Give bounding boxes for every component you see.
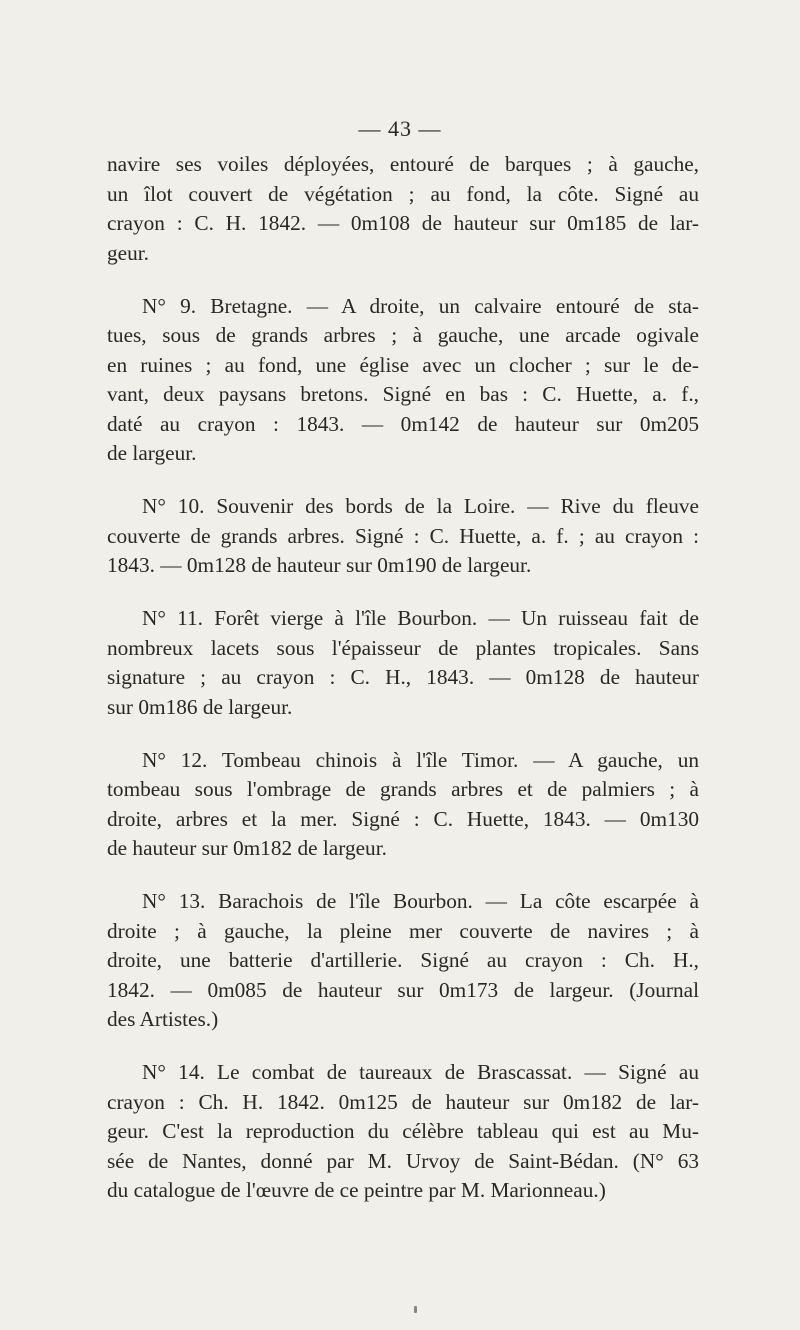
text-line: de largeur. <box>107 441 197 465</box>
text-line: 1843. — 0m128 de hauteur sur 0m190 de largeur. <box>107 553 532 577</box>
catalogue-entry <box>107 887 699 1035</box>
catalogue-text <box>107 150 699 1229</box>
text-line: N° 14. Le combat de taureaux de Brascassat. — Signé au <box>142 1060 699 1084</box>
page-number: — 43 — <box>358 116 442 141</box>
text-line: daté au crayon : 1843. — 0m142 de hauteur sur 0m205 <box>107 411 699 436</box>
text-line: de hauteur sur 0m182 de largeur. <box>107 836 387 860</box>
catalogue-entry <box>107 746 699 864</box>
text-line: droite ; à gauche, la pleine mer couverte de navires ; à <box>107 918 699 943</box>
text-line: geur. C'est la reproduction du célèbre tableau qui est au Mu- <box>107 1119 699 1143</box>
text-line: N° 11. Forêt vierge à l'île Bourbon. — Un ruisseau fait de <box>142 606 699 630</box>
text-line: geur. <box>107 240 149 265</box>
text-line: nombreux lacets sous l'épaisseur de plantes tropicales. Sans <box>107 635 699 660</box>
text-line: tues, sous de grands arbres ; à gauche, une arcade ogivale <box>107 323 699 347</box>
text-line: N° 9. Bretagne. — A droite, un calvaire entouré de sta- <box>142 293 699 318</box>
catalogue-entry <box>107 292 699 469</box>
ink-speck <box>414 1306 417 1313</box>
text-line: crayon : Ch. H. 1842. 0m125 de hauteur sur 0m182 de lar- <box>107 1089 699 1114</box>
catalogue-entry <box>107 150 699 268</box>
text-line: sée de Nantes, donné par M. Urvoy de Saint-Bédan. (N° 63 <box>107 1148 699 1173</box>
text-line: N° 13. Barachois de l'île Bourbon. — La côte escarpée à <box>142 889 699 913</box>
text-line: droite, une batterie d'artillerie. Signé au crayon : Ch. H., <box>107 948 699 972</box>
text-line: navire ses voiles déployées, entouré de barques ; à gauche, <box>107 152 699 176</box>
text-line: droite, arbres et la mer. Signé : C. Huette, 1843. — 0m130 <box>107 806 699 831</box>
text-line: N° 10. Souvenir des bords de la Loire. — Rive du fleuve <box>142 494 699 518</box>
text-line: du catalogue de l'œuvre de ce peintre par M. Marionneau.) <box>107 1178 606 1202</box>
catalogue-entry <box>107 604 699 722</box>
text-line: crayon : C. H. 1842. — 0m108 de hauteur sur 0m185 de lar- <box>107 211 699 235</box>
text-line: signature ; au crayon : C. H., 1843. — 0m128 de hauteur <box>107 665 699 689</box>
catalogue-entry <box>107 1058 699 1206</box>
text-line: tombeau sous l'ombrage de grands arbres et de palmiers ; à <box>107 777 699 801</box>
text-line: N° 12. Tombeau chinois à l'île Timor. — A gauche, un <box>142 747 699 772</box>
text-line: vant, deux paysans bretons. Signé en bas : C. Huette, a. f., <box>107 382 699 406</box>
text-line: 1842. — 0m085 de hauteur sur 0m173 de largeur. (Journal <box>107 977 699 1002</box>
text-line: des Artistes.) <box>107 1007 219 1031</box>
text-line: couverte de grands arbres. Signé : C. Huette, a. f. ; au crayon : <box>107 523 699 548</box>
text-line: en ruines ; au fond, une église avec un clocher ; sur le de- <box>107 352 699 377</box>
catalogue-entry <box>107 492 699 581</box>
text-line: un îlot couvert de végétation ; au fond, la côte. Signé au <box>107 181 699 206</box>
text-line: sur 0m186 de largeur. <box>107 694 293 719</box>
